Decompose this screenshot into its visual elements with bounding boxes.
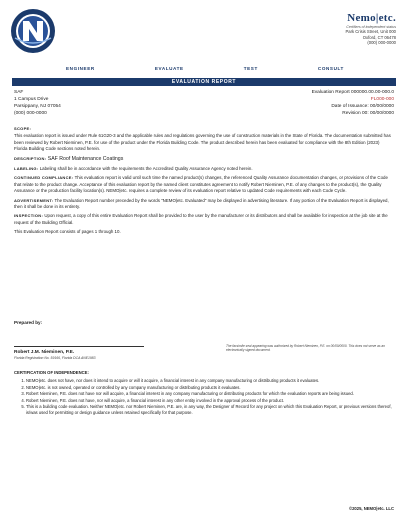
report-body: [14, 126, 394, 239]
list-item: 3. Robert Nieminen, P.E. does not have nor will acquire, a financial interest in any company manufacturing or distributing products for which the evaluation reports are being issued.: [26, 391, 394, 397]
brand-address-line-2: Oxford, CT 06478: [362, 34, 396, 40]
client-city: Parsippany, NJ 07054: [14, 104, 61, 109]
inspection-label: INSPECTION:: [14, 213, 44, 219]
prepared-by-label: Prepared by:: [14, 320, 43, 325]
advertisement-text: The Evaluation Report number preceded by the words "NEMO|etc. Evaluated" may be displayed in advertising literature. If any portion of the Evaluation Report is displayed, then it shall be done in its entirety.: [14, 197, 389, 210]
description-text: SAF Roof Maintenance Coatings: [47, 155, 124, 162]
nav-evaluate[interactable]: EVALUATE: [154, 66, 184, 71]
continued-label: CONTINUED COMPLIANCE:: [14, 175, 74, 181]
nav-test[interactable]: TEST: [243, 66, 258, 71]
advertisement-paragraph: [14, 198, 394, 211]
inspection-paragraph: [14, 213, 394, 226]
client-company: SAF: [14, 90, 24, 95]
continued-text: This evaluation report is valid until such time the named product(s) changes, the referenced Quality Assurance documentation changes, or provisions of the Code that relate to the product change. Acceptance of this evaluation report by the named client constitutes agreement to notify Robert Nieminen, P.E. of any changes to the product(s), the Quality Assurance or the production facility location(s). NEMO|etc. requires a complete review of its evaluation report relative to updated Code requirements with each Code Cycle.: [14, 175, 388, 194]
disclosure-list: [14, 378, 394, 416]
report-meta: [194, 89, 394, 117]
disclosure-heading: CERTIFICATION OF INDEPENDENCE:: [14, 370, 89, 375]
disclosure-section: [14, 370, 394, 417]
brand-address-line-1: Park Crisis Street, Unit 000: [345, 29, 396, 34]
inspection-text: Upon request, a copy of this entire Evaluation Report shall be provided to the user by the manufacturer or its distributors and shall be available for inspection at the job site at the request of the Building Official.: [14, 213, 388, 225]
report-number: Evaluation Report 000000.00.00-000.0: [311, 90, 394, 95]
nav-consult[interactable]: CONSULT: [317, 66, 344, 71]
list-item: 1. NEMO|etc. does not have, nor does it intend to acquire or will it acquire, a financial interest in any company manufacturing or distributing products it evaluates.: [26, 378, 394, 384]
labeling-label: LABELING:: [14, 166, 39, 172]
scope-label: SCOPE:: [14, 126, 32, 131]
brand-name: Nemo|etc.: [347, 12, 396, 24]
nemo-logo-icon: [10, 8, 56, 54]
labeling-paragraph: [14, 166, 394, 172]
report-title-bar: EVALUATION REPORT: [12, 78, 396, 86]
nav-engineer[interactable]: ENGINEER: [66, 66, 95, 71]
description-row: [14, 156, 394, 162]
list-item: 2. NEMO|etc. is not owned, operated or controlled by any company manufacturing or distributing products it evaluates.: [26, 385, 394, 391]
list-item: 4. Robert Nieminen, P.E. does not have, nor will acquire, a financial interest in any other entity involved in the approval process of the product.: [26, 398, 394, 404]
scope-text: This evaluation report is issued under Rule 61G20-3 and the applicable rules and regulations governing the use of construction materials in the State of Florida. The documentation submitted has been reviewed by Robert Nieminen, P.E. for use of the product under the Florida Building Code. The product described herein has been evaluated for compliance with the 8th Edition (2023) Florida Building Code sections noted herein.: [14, 133, 391, 152]
labeling-text: Labeling shall be in accordance with the requirements the Accredited Quality Assurance Agency noted herein.: [39, 166, 253, 172]
continued-paragraph: [14, 175, 394, 194]
fl-code: FL000-000: [370, 97, 394, 102]
revision-date: Revision 00: 00/00/0000: [342, 111, 394, 116]
copyright: ©2025, NEMO|etc. LLC: [349, 506, 394, 511]
pages-note: This Evaluation Report consists of pages 1 through 10.: [14, 229, 121, 235]
client-phone: (000) 000-0000: [14, 111, 47, 116]
top-nav: [14, 66, 394, 71]
brand-block: [206, 12, 396, 46]
advertisement-label: ADVERTISEMENT:: [14, 197, 54, 203]
seal-note: The facsimile seal appearing was authorized by Robert Nieminen, P.E. on 00/00/0000. This does not serve as an electronically signed document.: [226, 344, 385, 353]
brand-phone: (000) 000-0000: [367, 40, 396, 46]
issuance-date: Date of Issuance: 00/00/0000: [331, 104, 394, 109]
client-street: 1 Campus Drive: [14, 97, 49, 102]
engineer-registration: Florida Registration No. 59166, Florida DCA ANE1983: [14, 356, 96, 360]
list-item: 5. This is a building code evaluation. Neither NEMO|etc. nor Robert Nieminen, P.E. are, in any way, the Designer of Record for any project on which this Evaluation Report, or previous versions thereof, is/was used for permitting or design guidance unless retained specifically for that purpose.: [26, 404, 394, 416]
description-label: DESCRIPTION:: [14, 155, 47, 161]
brand-tagline: Certifiers of independent status: [346, 25, 396, 29]
client-info: [14, 89, 184, 117]
signature-line: [14, 346, 144, 347]
engineer-name: Robert J.M. Nieminen, P.E.: [14, 350, 75, 355]
